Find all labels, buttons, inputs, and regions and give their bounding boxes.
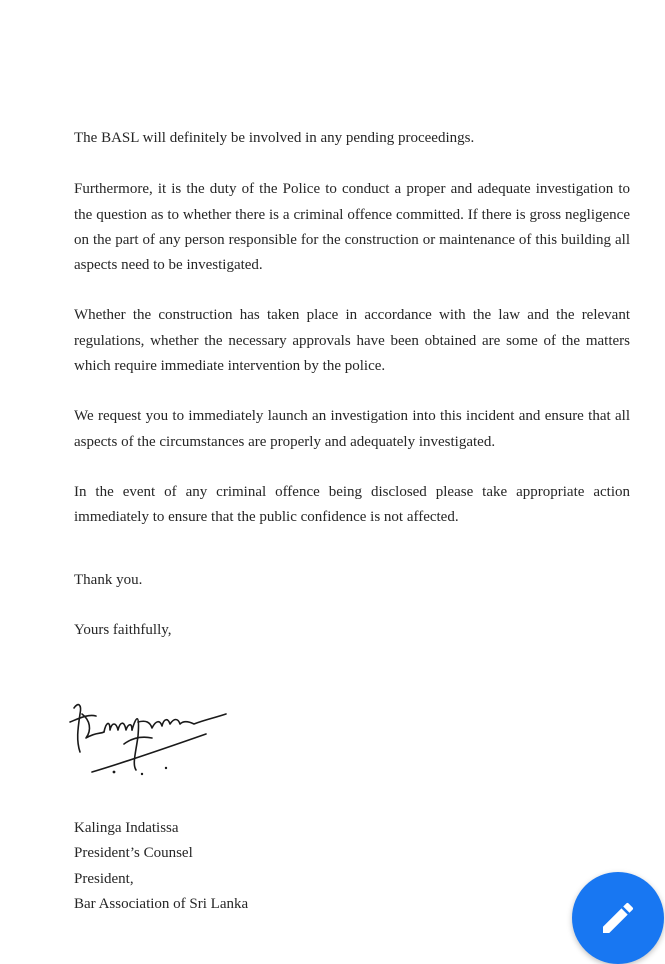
pencil-icon <box>598 898 638 938</box>
closing-line: Yours faithfully, <box>74 621 172 638</box>
edit-button[interactable] <box>572 872 664 964</box>
paragraph-regulations: Whether the construction has taken place in accordance with the law and the relevant regulations, whether the necessary approvals have been obtained are some of the matters which require immediate intervention by the police. <box>74 307 630 375</box>
signatory-name: Kalinga Indatissa <box>74 820 179 836</box>
intro-line: The BASL will definitely be involved in any pending proceedings. <box>74 130 475 146</box>
thanks-line: Thank you. <box>74 571 143 588</box>
paragraph-criminal-offence: In the event of any criminal offence being disclosed please take appropriate action immediately to ensure that the public confidence is not affected. <box>74 483 630 526</box>
paragraph-police-duty: Furthermore, it is the duty of the Police to conduct a proper and adequate investigation to the question as to whether there is a criminal offence committed. If there is gross negligence on the part of any person responsible for the construction or maintenance of this building all aspects need to be investigated. <box>74 181 630 274</box>
signatory-organization: Bar Association of Sri Lanka <box>74 895 249 912</box>
paragraph-request: We request you to immediately launch an investigation into this incident and ensure that all aspects of the circumstances are properly and adequately investigated. <box>74 408 630 450</box>
handwritten-signature <box>66 692 246 784</box>
signatory-block <box>74 816 248 917</box>
signatory-title: President’s Counsel <box>74 845 193 862</box>
signatory-position: President, <box>74 870 134 887</box>
letter-body <box>74 126 630 643</box>
